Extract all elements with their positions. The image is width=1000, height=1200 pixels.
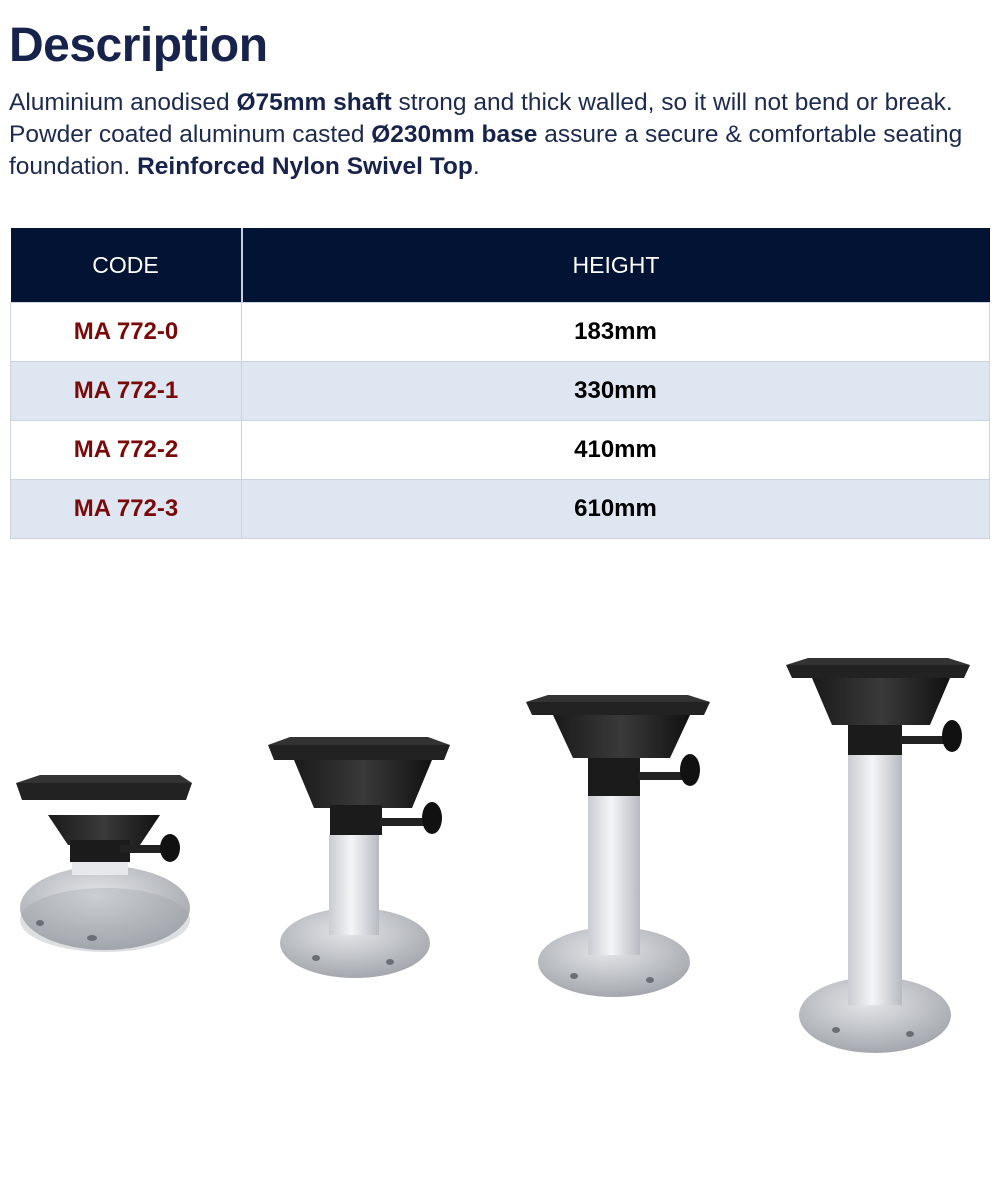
desc-text-1: Aluminium anodised [9,89,237,116]
header-height: HEIGHT [242,228,990,303]
cell-code: MA 772-2 [11,421,242,480]
cell-height: 183mm [242,303,990,362]
desc-text-2: strong and thick walled, so it will not bend or break. Powder coated aluminum casted [9,89,953,148]
desc-bold-shaft: Ø75mm shaft [236,89,392,116]
cell-code: MA 772-0 [11,303,242,362]
product-images [0,640,1000,1080]
table-row [11,303,990,362]
pedestal-image-183mm [0,640,1000,1080]
description-text [9,87,994,183]
cell-code: MA 772-3 [11,480,242,539]
table-row [11,480,990,539]
desc-text-3: assure a secure & comfortable seating foundation. [9,121,963,180]
desc-bold-base: Ø230mm base [371,121,538,148]
pedestal-610mm [786,658,970,1053]
desc-bold-swivel: Reinforced Nylon Swivel Top [137,153,473,180]
table-row [11,421,990,480]
pedestal-410mm [526,695,710,997]
table-row [11,362,990,421]
spec-table [10,228,990,539]
header-code: CODE [11,228,242,303]
table-header-row [11,228,990,303]
desc-text-4: . [472,153,480,180]
pedestal-330mm [268,737,450,978]
cell-height: 330mm [242,362,990,421]
page-title: Description [9,19,268,72]
cell-height: 410mm [242,421,990,480]
cell-code: MA 772-1 [11,362,242,421]
cell-height: 610mm [242,480,990,539]
pedestal-183mm [16,775,192,952]
